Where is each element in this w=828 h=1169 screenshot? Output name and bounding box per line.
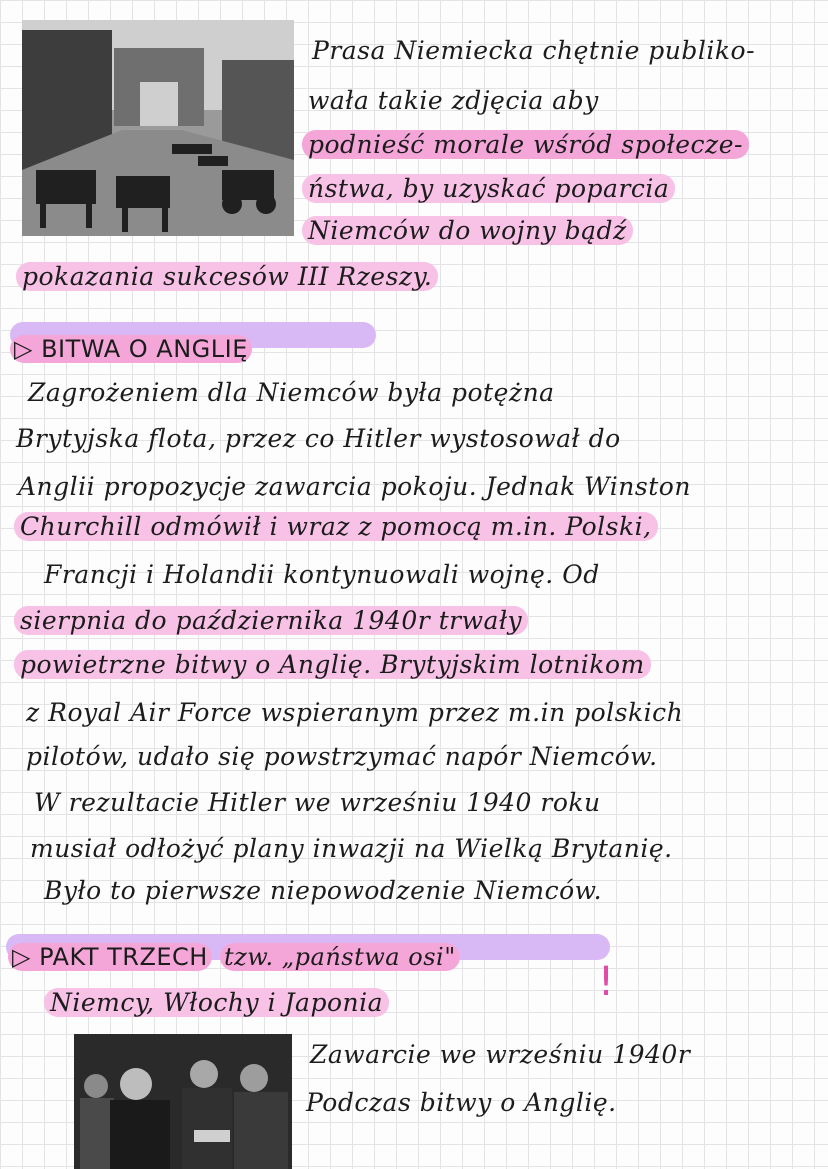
highlight: podnieść morale wśród społecze- xyxy=(302,130,749,159)
highlight: sierpnia do października 1940r trwały xyxy=(14,606,528,635)
section1-heading-text: ▷ BITWA O ANGLIĘ xyxy=(10,335,252,363)
intro-line-6 xyxy=(16,262,438,292)
section2-heading-subtitle: tzw. „państwa osi" xyxy=(220,943,460,971)
intro-line-1: Prasa Niemiecka chętnie publiko- xyxy=(312,36,756,65)
section1-line-12: Było to pierwsze niepowodzenie Niemców. xyxy=(44,876,603,905)
highlight: pokazania sukcesów III Rzeszy. xyxy=(16,262,438,291)
highlight: powietrzne bitwy o Anglię. Brytyjskim lotnikom xyxy=(14,650,651,679)
section1-line-3: Anglii propozycje zawarcia pokoju. Jednak Winston xyxy=(18,472,691,501)
section1-heading xyxy=(10,334,252,364)
highlight: Niemców do wojny bądź xyxy=(302,216,633,245)
section1-line-7 xyxy=(14,650,651,680)
section2-heading-text: ▷ PAKT TRZECH xyxy=(8,943,212,971)
highlight: ństwa, by uzyskać poparcia xyxy=(302,174,675,203)
intro-line-2: wała takie zdjęcia aby xyxy=(308,86,599,115)
highlight: Churchill odmówił i wraz z pomocą m.in. Polski, xyxy=(14,512,658,541)
section1-line-5: Francji i Holandii kontynuowali wojnę. Od xyxy=(44,560,600,589)
section1-line-11: musiał odłożyć plany inwazji na Wielką Brytanię. xyxy=(30,834,673,863)
photo-arc-de-triomphe-parade-image xyxy=(22,20,294,236)
section1-line-9: pilotów, udało się powstrzymać napór Niemców. xyxy=(26,742,658,771)
section2-heading xyxy=(8,942,460,972)
section1-line-2: Brytyjska flota, przez co Hitler wystosował do xyxy=(16,424,621,453)
section1-line-1: Zagrożeniem dla Niemców była potężna xyxy=(28,378,555,407)
section2-members xyxy=(44,988,389,1018)
photo-pact-signing xyxy=(74,1034,292,1169)
intro-line-3 xyxy=(302,130,749,160)
photo-pact-signing-image xyxy=(74,1034,292,1169)
intro-line-4 xyxy=(302,174,675,204)
section2-line-1: Zawarcie we wrześniu 1940r xyxy=(310,1040,691,1069)
photo-arc-de-triomphe-parade xyxy=(22,20,294,236)
exclamation-mark: ! xyxy=(598,959,615,1005)
highlight: Niemcy, Włochy i Japonia xyxy=(44,988,389,1017)
section1-line-8: z Royal Air Force wspieranym przez m.in polskich xyxy=(26,698,684,727)
section1-line-4 xyxy=(14,512,658,542)
section2-line-2: Podczas bitwy o Anglię. xyxy=(306,1088,617,1117)
section1-line-10: W rezultacie Hitler we wrześniu 1940 roku xyxy=(34,788,601,817)
section1-line-6 xyxy=(14,606,528,636)
intro-line-5 xyxy=(302,216,633,246)
